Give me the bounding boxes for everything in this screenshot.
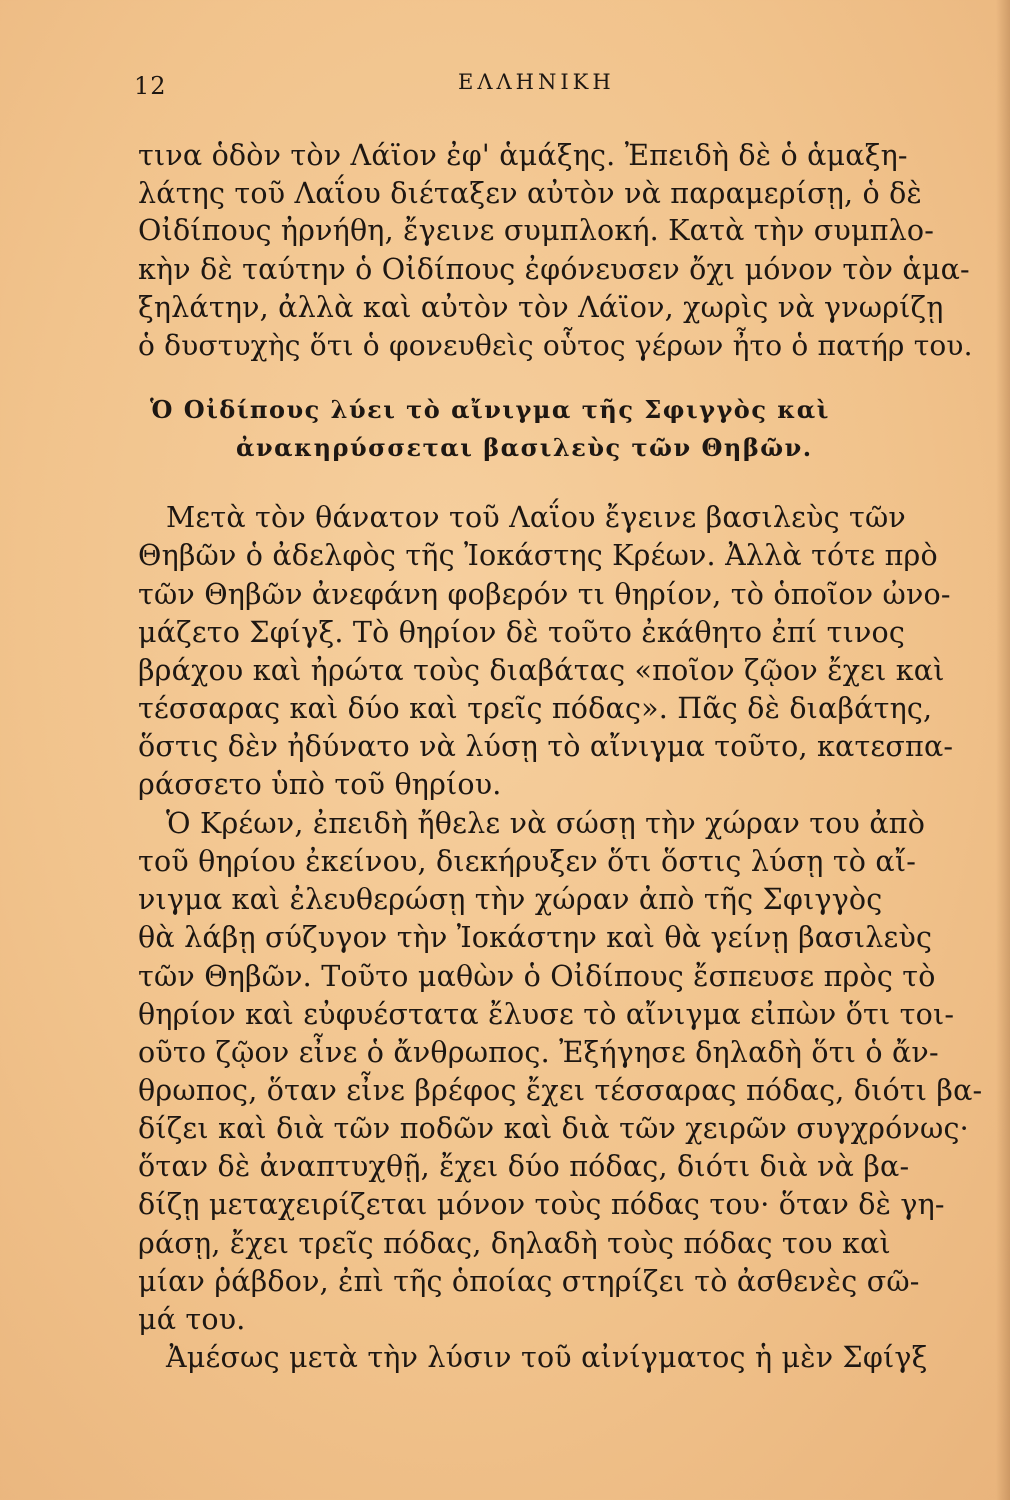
text-line: μά του.: [138, 1303, 246, 1336]
text-line: τέσσαρας καὶ δύο καὶ τρεῖς πόδας». Πᾶς δὲ διαβάτης,: [138, 692, 933, 725]
text-line: Ὁ Κρέων, ἐπειδὴ ἤθελε νὰ σώσῃ τὴν χώραν του ἀπὸ: [166, 807, 926, 840]
text-line: δίζει καὶ διὰ τῶν ποδῶν καὶ διὰ τῶν χειρῶν συγχρόνως·: [138, 1112, 969, 1145]
text-line: θρωπος, ὅταν εἶνε βρέφος ἔχει τέσσαρας πόδας, διότι βα-: [138, 1074, 983, 1107]
page-edge-shadow: [996, 0, 1010, 1500]
text-line: μίαν ῥάβδον, ἐπὶ τῆς ὁποίας στηρίζει τὸ ἀσθενὲς σῶ-: [138, 1265, 920, 1298]
text-line: τινα ὁδὸν τὸν Λάϊον ἐφ' ἁμάξης. Ἐπειδὴ δὲ ὁ ἁμαξη-: [138, 139, 908, 172]
text-line: Οἰδίπους ἠρνήθη, ἔγεινε συμπλοκή. Κατὰ τὴν συμπλο-: [138, 214, 935, 247]
text-line: θηρίον καὶ εὐφυέστατα ἔλυσε τὸ αἴνιγμα εἰπὼν ὅτι τοι-: [138, 998, 955, 1031]
running-head: ΕΛΛΗΝΙΚΗ: [458, 70, 615, 94]
text-line: θὰ λάβῃ σύζυγον τὴν Ἰοκάστην καὶ θὰ γείνῃ βασιλεὺς: [138, 921, 933, 954]
section-heading-line: ἀνακηρύσσεται βασιλεὺς τῶν Θηβῶν.: [236, 433, 813, 462]
text-line: βράχου καὶ ἠρώτα τοὺς διαβάτας «ποῖον ζῷον ἔχει καὶ: [138, 654, 945, 687]
text-line: τῶν Θηβῶν ἀνεφάνη φοβερόν τι θηρίον, τὸ ὁποῖον ὠνο-: [138, 578, 951, 611]
text-line: ὅστις δὲν ἠδύνατο νὰ λύσῃ τὸ αἴνιγμα τοῦτο, κατεσπα-: [138, 730, 954, 763]
text-line: ὅταν δὲ ἀναπτυχθῇ, ἔχει δύο πόδας, διότι διὰ νὰ βα-: [138, 1150, 910, 1183]
page-header: [128, 62, 928, 102]
section-heading-line: Ὁ Οἰδίπους λύει τὸ αἴνιγμα τῆς Σφιγγὸς καὶ: [150, 395, 830, 424]
text-line: τοῦ θηρίου ἐκείνου, διεκήρυξεν ὅτι ὅστις λύσῃ τὸ αἴ-: [138, 845, 917, 878]
text-line: Μετὰ τὸν θάνατον τοῦ Λαΐου ἔγεινε βασιλεὺς τῶν: [166, 501, 906, 534]
text-line: λάτης τοῦ Λαΐου διέταξεν αὐτὸν νὰ παραμερίσῃ, ὁ δὲ: [138, 177, 923, 210]
text-line: δίζῃ μεταχειρίζεται μόνον τοὺς πόδας του· ὅταν δὲ γη-: [138, 1188, 945, 1221]
text-line: ξηλάτην, ἀλλὰ καὶ αὐτὸν τὸν Λάϊον, χωρὶς νὰ γνωρίζῃ: [138, 291, 944, 324]
text-line: ράσῃ, ἔχει τρεῖς πόδας, δηλαδὴ τοὺς πόδας του καὶ: [138, 1227, 891, 1260]
text-line: ράσσετο ὑπὸ τοῦ θηρίου.: [138, 768, 502, 801]
text-line: ὁ δυστυχὴς ὅτι ὁ φονευθεὶς οὗτος γέρων ἦτο ὁ πατήρ του.: [138, 329, 973, 362]
text-line: Θηβῶν ὁ ἀδελφὸς τῆς Ἰοκάστης Κρέων. Ἀλλὰ τότε πρὸ: [138, 539, 938, 572]
text-line: κὴν δὲ ταύτην ὁ Οἰδίπους ἐφόνευσεν ὄχι μόνον τὸν ἁμα-: [138, 253, 970, 286]
text-line: μάζετο Σφίγξ. Τὸ θηρίον δὲ τοῦτο ἐκάθητο ἐπί τινος: [138, 616, 905, 649]
text-line: νιγμα καὶ ἐλευθερώσῃ τὴν χώραν ἀπὸ τῆς Σφιγγὸς: [138, 883, 883, 916]
text-line: οῦτο ζῷον εἶνε ὁ ἄνθρωπος. Ἐξήγησε δηλαδὴ ὅτι ὁ ἄν-: [138, 1036, 939, 1069]
text-line: τῶν Θηβῶν. Τοῦτο μαθὼν ὁ Οἰδίπους ἔσπευσε πρὸς τὸ: [138, 960, 936, 993]
text-line: Ἀμέσως μετὰ τὴν λύσιν τοῦ αἰνίγματος ἡ μὲν Σφίγξ: [166, 1341, 928, 1374]
page-number: 12: [134, 72, 167, 100]
